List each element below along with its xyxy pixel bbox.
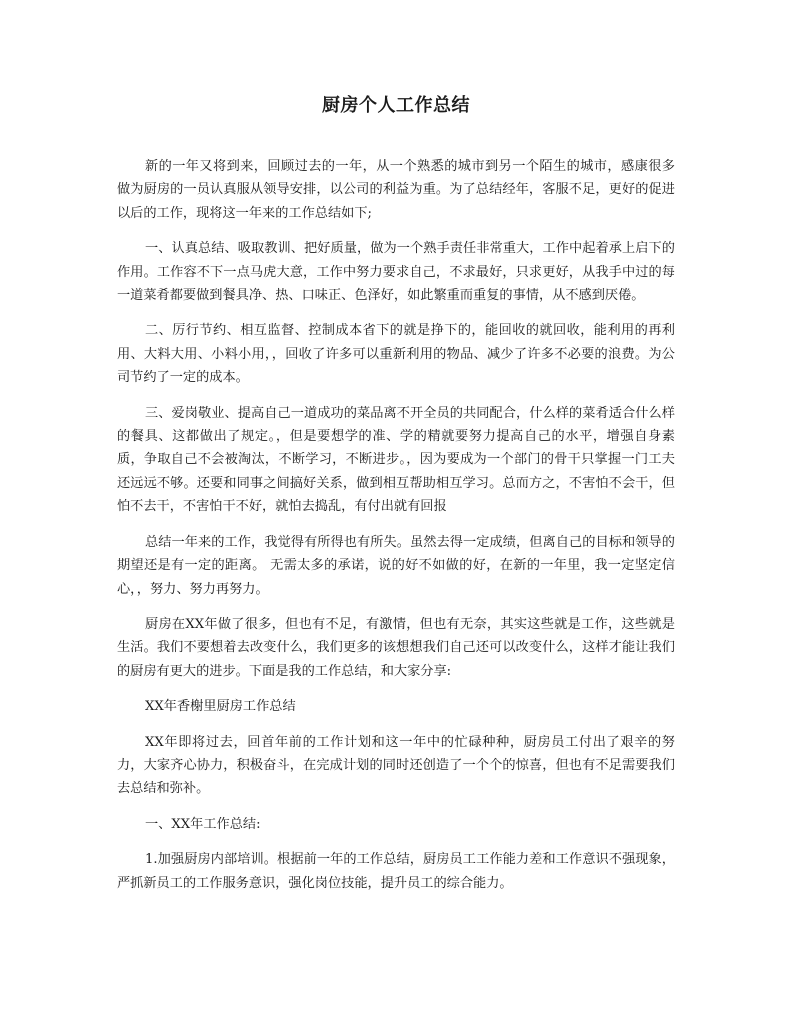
document-title: 厨房个人工作总结 (322, 95, 470, 116)
paragraph-kitchen-review: 厨房在XX年做了很多，但也有不足，有激情，但也有无奈，其实这些就是工作，这些就是生活。我们不要想着去改变什么，我们更多的该想想我们自己还可以改变什么，这样才能让我们的厨房有更大的进步。下面是我的工作总结，和大家分享: (117, 616, 675, 679)
paragraph-year-review: XX年即将过去，回首年前的工作计划和这一年中的忙碌种种，厨房员工付出了艰辛的努力，大家齐心协力，积极奋斗，在完成计划的同时还创造了一个个的惊喜，但也有不足需要我们去总结和弥补。 (117, 734, 675, 797)
document-body (117, 155, 675, 907)
paragraph-point-three: 三、爱岗敬业、提高自己一道成功的菜品离不开全员的共同配合，什么样的菜肴适合什么样的餐具、这都做出了规定。，但是要想学的准、学的精就要努力提高自己的水平，增强自身素质，争取自己不会被淘汰，不断学习，不断进步。，因为要成为一个部门的骨干只掌握一门工夫还远远不够。还要和同事之间搞好关系，做到相互帮助相互学习。总而方之，不害怕不会干，但怕不去干，不害怕干不好，就怕去捣乱，有付出就有回报 (117, 405, 675, 515)
paragraph-item-one: 1.加强厨房内部培训。根据前一年的工作总结，厨房员工工作能力差和工作意识不强现象，严抓新员工的工作服务意识，强化岗位技能，提升员工的综合能力。 (117, 852, 675, 891)
paragraph-point-one: 一、认真总结、吸取教训、把好质量，做为一个熟手责任非常重大，工作中起着承上启下的作用。工作容不下一点马虎大意，工作中努力要求自己，不求最好，只求更好，从我手中过的每一道菜肴都要做到餐具净、热、口味正、色泽好，如此繁重而重复的事情，从不感到厌倦。 (117, 241, 675, 304)
paragraph-summary: 总结一年来的工作，我觉得有所得也有所失。虽然去得一定成绩，但离自己的目标和领导的期望还是有一定的距离。 无需太多的承诺，说的好不如做的好，在新的一年里，我一定坚定信心，，努力、努力再努力。 (117, 534, 675, 597)
paragraph-point-two: 二、厉行节约、相互监督、控制成本省下的就是挣下的，能回收的就回收，能利用的再利用、大料大用、小料小用，，回收了许多可以重新利用的物品、减少了许多不必要的浪费。为公司节约了一定的成本。 (117, 323, 675, 386)
paragraph-intro: 新的一年又将到来，回顾过去的一年，从一个熟悉的城市到另一个陌生的城市，感康很多 做为厨房的一员认真服从领导安排，以公司的利益为重。为了总结经年，客服不足，更好的促进以后的工作，现将这一年来的工作总结如下; (117, 159, 675, 221)
subsection-heading: 一、XX年工作总结: (145, 816, 261, 832)
section-heading: XX年香榭里厨房工作总结 (145, 699, 296, 715)
